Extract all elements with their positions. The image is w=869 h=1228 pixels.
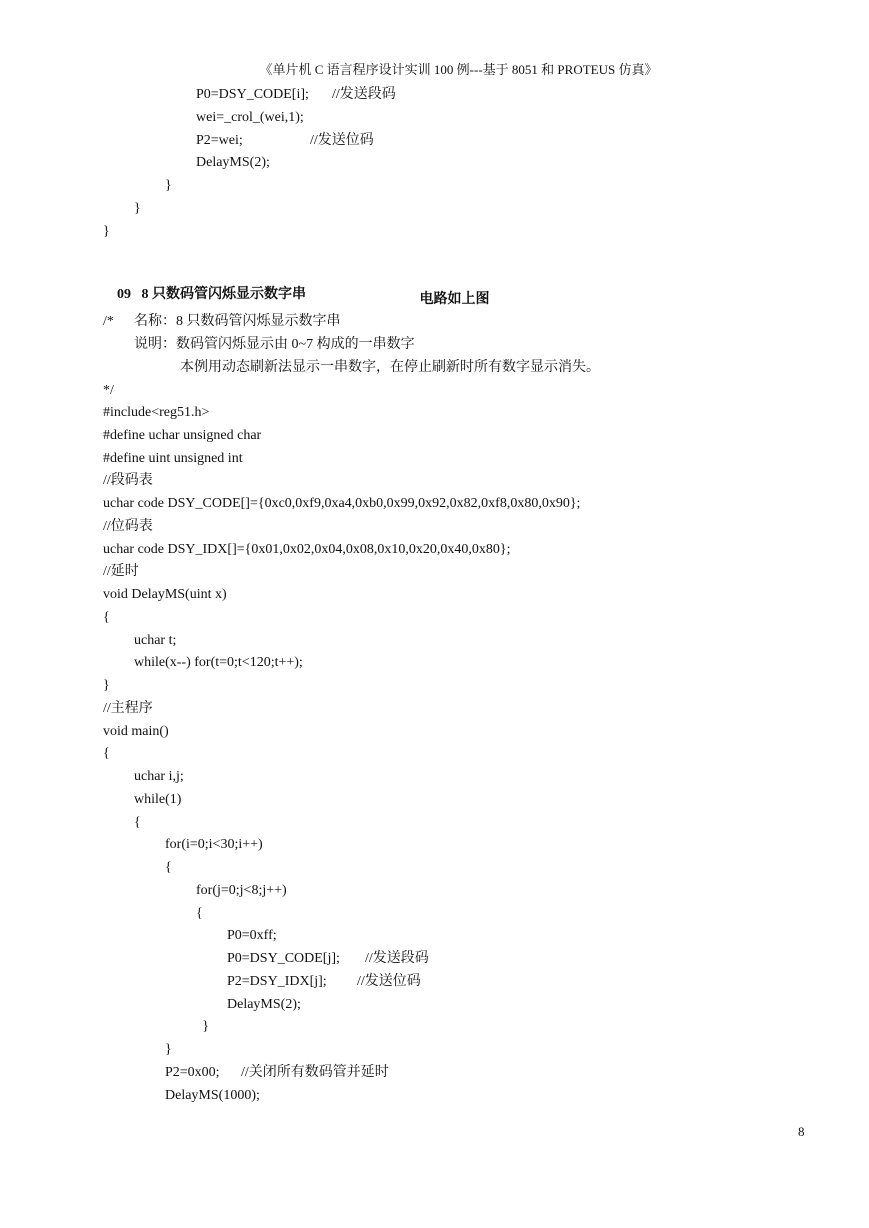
section-number: 09 <box>117 287 131 302</box>
page-header: 《单片机 C 语言程序设计实训 100 例---基于 8051 和 PROTEUS 仿真》 <box>259 62 658 77</box>
code-line <box>227 950 429 968</box>
comment-desc-line-2: 本例用动态刷新法显示一串数字，在停止刷新时所有数字显示消失。 <box>180 360 600 375</box>
code-text: { <box>103 746 110 762</box>
code-line <box>165 177 172 195</box>
code-line <box>103 427 261 445</box>
code-comment: //发送位码 <box>310 132 374 148</box>
code-line <box>165 859 172 877</box>
code-line <box>196 154 270 172</box>
code-line <box>165 1041 172 1059</box>
code-text: for(i=0;i<30;i++) <box>165 837 263 853</box>
code-text: while(1) <box>134 791 182 807</box>
code-text: //段码表 <box>103 473 153 489</box>
code-text: for(j=0;j<8;j++) <box>196 882 287 898</box>
page-number: 8 <box>798 1124 805 1139</box>
code-text: DelayMS(1000); <box>165 1087 260 1103</box>
code-line <box>103 450 243 468</box>
code-line <box>165 836 263 854</box>
code-line <box>103 609 110 627</box>
code-line <box>202 1018 209 1036</box>
code-text: P2=wei; <box>196 132 243 148</box>
code-text: { <box>103 609 110 625</box>
code-text: //延时 <box>103 564 139 580</box>
code-text: #define uchar unsigned char <box>103 427 262 443</box>
code-text: uchar i,j; <box>134 769 184 784</box>
code-line <box>227 927 277 945</box>
code-text: P0=DSY_CODE[i]; <box>196 87 309 102</box>
code-comment: //发送位码 <box>357 973 421 989</box>
code-line <box>134 791 181 809</box>
code-text: P2=DSY_IDX[j]; <box>227 973 327 989</box>
code-text: } <box>165 1042 172 1057</box>
code-line <box>196 905 203 923</box>
code-text: { <box>196 905 203 921</box>
code-line <box>196 882 287 900</box>
code-line <box>196 86 396 104</box>
comment-name-line: 名称：8 只数码管闪烁显示数字串 <box>134 314 341 329</box>
code-text: } <box>103 678 110 693</box>
code-text: uchar t; <box>134 632 177 648</box>
code-line <box>134 768 184 786</box>
code-text: { <box>165 860 172 875</box>
comment-desc-line: 说明：数码管闪烁显示由 0~7 构成的一串数字 <box>134 337 415 352</box>
code-text: DelayMS(2); <box>196 155 270 171</box>
code-line <box>134 632 176 650</box>
code-text: } <box>202 1019 209 1035</box>
code-line <box>196 132 374 150</box>
code-text: void main() <box>103 723 169 739</box>
code-text: #include<reg51.h> <box>103 405 210 420</box>
code-text: P0=DSY_CODE[j]; <box>227 951 340 966</box>
code-line <box>227 973 421 991</box>
code-text: { <box>134 814 141 830</box>
code-text: } <box>103 223 110 239</box>
code-line <box>103 586 227 604</box>
code-line <box>103 223 110 241</box>
code-text: #define uint unsigned int <box>103 450 243 466</box>
code-line <box>103 541 510 559</box>
code-text: wei=_crol_(wei,1); <box>196 109 304 125</box>
code-text: while(x--) for(t=0;t<120;t++); <box>134 655 303 671</box>
comment-open: /* <box>103 314 114 329</box>
code-line <box>103 472 153 490</box>
code-text: P0=0xff; <box>227 928 277 944</box>
code-line <box>103 677 110 695</box>
code-text: void DelayMS(uint x) <box>103 587 227 602</box>
code-line <box>196 109 304 127</box>
section-title: 8 只数码管闪烁显示数字串 <box>141 287 306 302</box>
code-line <box>103 723 169 741</box>
code-text: DelayMS(2); <box>227 996 301 1012</box>
code-text: //主程序 <box>103 700 153 716</box>
code-line <box>134 654 303 672</box>
code-line <box>165 1087 260 1105</box>
code-text: P2=0x00; <box>165 1064 220 1080</box>
code-comment: //发送段码 <box>332 87 396 102</box>
code-line <box>134 814 141 832</box>
code-text: } <box>165 178 172 193</box>
code-line <box>103 700 153 718</box>
code-text: //位码表 <box>103 518 153 534</box>
code-comment: //关闭所有数码管并延时 <box>241 1064 389 1080</box>
circuit-note: 电路如上图 <box>419 292 490 307</box>
code-line <box>103 495 580 513</box>
code-text: uchar code DSY_IDX[]={0x01,0x02,0x04,0x08,0x10,0x20,0x40,0x80}; <box>103 541 511 557</box>
code-line <box>103 745 110 763</box>
code-line <box>103 404 209 422</box>
code-line <box>227 996 301 1014</box>
code-line <box>134 200 141 218</box>
code-text: uchar code DSY_CODE[]={0xc0,0xf9,0xa4,0xb0,0x99,0x92,0x82,0xf8,0x80,0x90}; <box>103 496 581 511</box>
code-text: } <box>134 200 141 216</box>
code-line <box>103 518 153 536</box>
code-line <box>165 1064 389 1082</box>
code-comment: //发送段码 <box>365 951 429 966</box>
code-line <box>103 563 139 581</box>
comment-close: */ <box>103 383 114 398</box>
